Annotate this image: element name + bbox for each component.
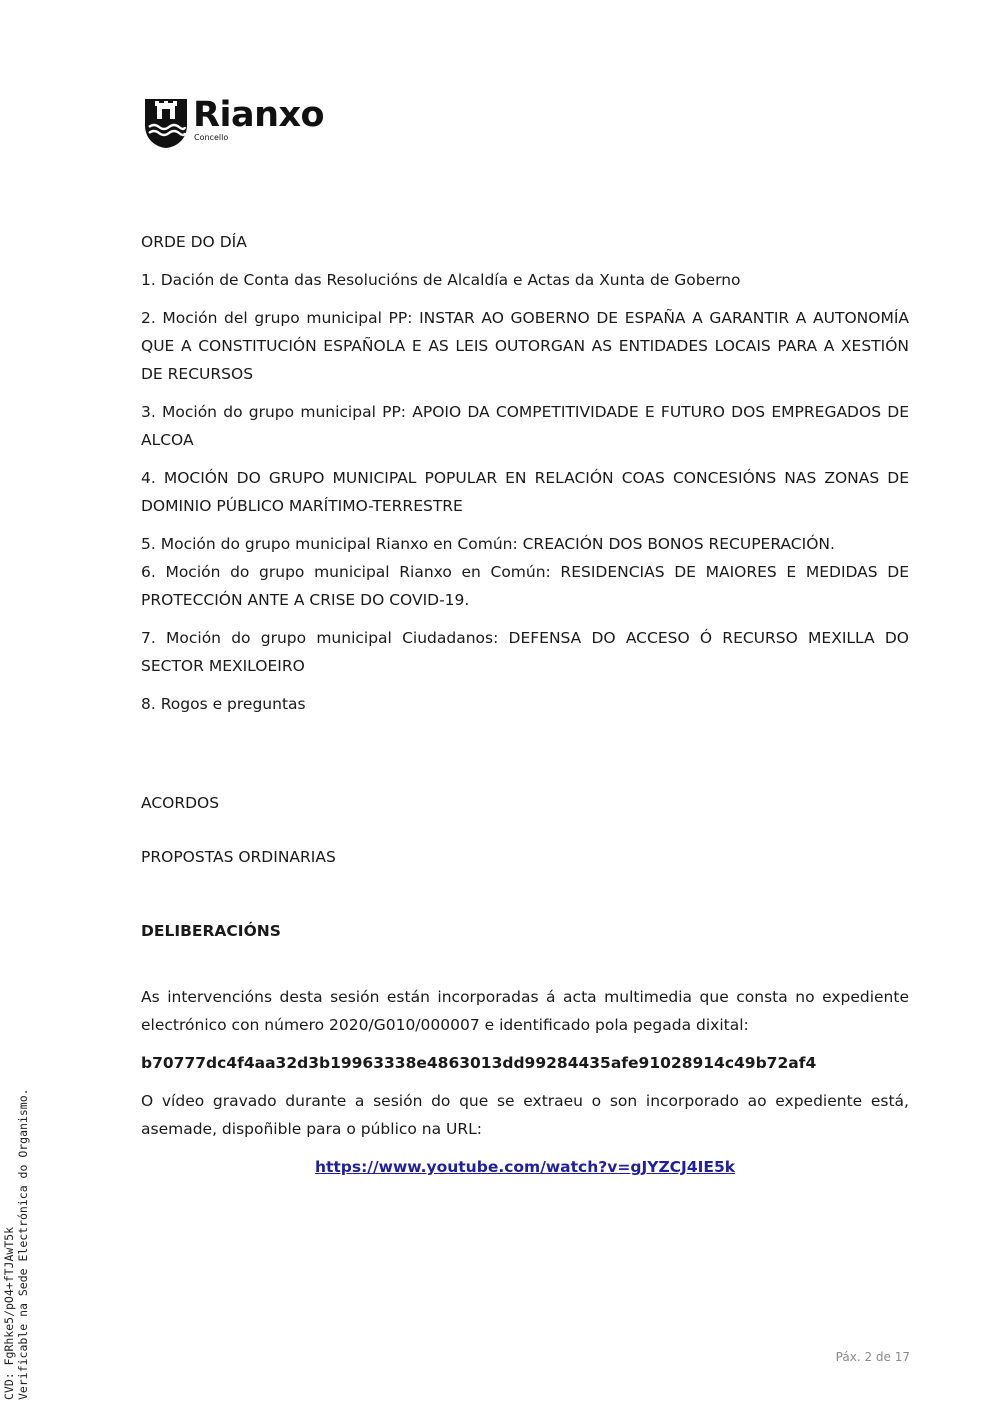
verification-side-text [2, 1088, 30, 1400]
coat-of-arms-icon [143, 97, 189, 149]
logo-subtitle: Concello [194, 133, 229, 142]
agenda-item-7: 7. Moción do grupo municipal Ciudadanos: DEFENSA DO ACCESO Ó RECURSO MEXILLA DO SECTOR MEXILOEIRO [141, 629, 909, 675]
acordos-heading: ACORDOS [141, 794, 220, 812]
agenda-title: ORDE DO DÍA [141, 233, 247, 251]
agenda-item-8: 8. Rogos e preguntas [141, 695, 306, 713]
agenda-item-2: 2. Moción del grupo municipal PP: INSTAR AO GOBERNO DE ESPAÑA A GARANTIR A AUTONOMÍA QUE A CONSTITUCIÓN ESPAÑOLA E AS LEIS OUTORGAN AS ENTIDADES LOCAIS PARA A XESTIÓN DE RECURSOS [141, 309, 909, 383]
digital-fingerprint: b70777dc4f4aa32d3b19963338e4863013dd99284435afe91028914c49b72af4 [141, 1054, 817, 1072]
verification-note: Verificable na Sede Electrónica do Organismo. [16, 1088, 30, 1400]
video-url-link[interactable]: https://www.youtube.com/watch?v=gJYZCJ4IE5k [314, 1158, 736, 1176]
deliberacions-heading: DELIBERACIÓNS [141, 922, 281, 940]
document-body [141, 228, 909, 1197]
deliberations-intro: As intervencións desta sesión están incorporadas á acta multimedia que consta no expediente electrónico con número 2020/G010/000007 e identificado pola pegada dixital: [141, 988, 909, 1034]
propostas-heading: PROPOSTAS ORDINARIAS [141, 848, 336, 866]
agenda-item-3: 3. Moción do grupo municipal PP: APOIO DA COMPETITIVIDADE E FUTURO DOS EMPREGADOS DE ALCOA [141, 403, 909, 449]
video-text: O vídeo gravado durante a sesión do que se extraeu o son incorporado ao expediente está, asemade, dispoñible para o público na URL: [141, 1092, 909, 1138]
agenda-item-4: 4. MOCIÓN DO GRUPO MUNICIPAL POPULAR EN RELACIÓN COAS CONCESIÓNS NAS ZONAS DE DOMINIO PÚBLICO MARÍTIMO-TERRESTRE [141, 469, 909, 515]
page-number: Páx. 2 de 17 [835, 1350, 910, 1364]
agenda-item-5: 5. Moción do grupo municipal Rianxo en Común: CREACIÓN DOS BONOS RECUPERACIÓN. [141, 535, 835, 553]
agenda-item-1: 1. Dación de Conta das Resolucións de Alcaldía e Actas da Xunta de Goberno [141, 271, 741, 289]
agenda-item-6: 6. Moción do grupo municipal Rianxo en Común: RESIDENCIAS DE MAIORES E MEDIDAS DE PROTECCIÓN ANTE A CRISE DO COVID-19. [141, 563, 909, 609]
video-link-line [141, 1153, 909, 1181]
cvd-code: CVD: FgRhke5/pO4+fTJAwT5k [2, 1226, 16, 1400]
logo-wordmark: Rianxo [193, 95, 325, 135]
concello-logo [143, 97, 348, 151]
